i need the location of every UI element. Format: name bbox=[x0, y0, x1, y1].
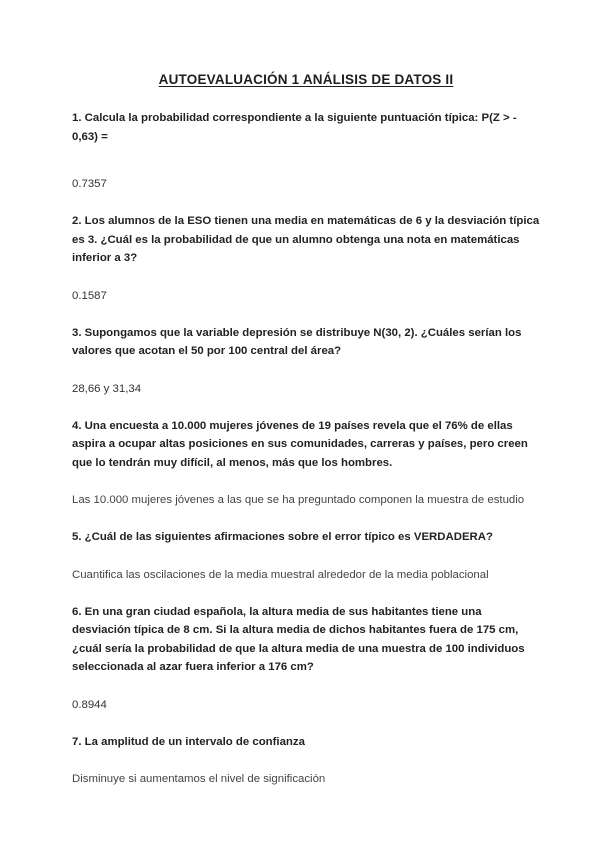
answer-7: Disminuye si aumentamos el nivel de significación bbox=[72, 773, 326, 785]
question-1: 1. Calcula la probabilidad correspondiente a la siguiente puntuación típica: P(Z > - 0,63) = bbox=[72, 112, 517, 143]
answer-3: 28,66 y 31,34 bbox=[72, 382, 142, 395]
question-5: 5. ¿Cuál de las siguientes afirmaciones sobre el error típico es VERDADERA? bbox=[72, 531, 493, 543]
page-title: AUTOEVALUACIÓN 1 ANÁLISIS DE DATOS II bbox=[158, 72, 454, 87]
answer-5: Cuantifica las oscilaciones de la media muestral alrededor de la media poblacional bbox=[72, 568, 489, 581]
question-7: 7. La amplitud de un intervalo de confianza bbox=[72, 735, 305, 748]
question-4: 4. Una encuesta a 10.000 mujeres jóvenes de 19 países revela que el 76% de ellas aspira a ocupar altas posiciones en sus comunidades, carreras y países, pero creen que lo tendrán muy difícil, al menos, más que los hombres. bbox=[72, 419, 528, 469]
answer-4: Las 10.000 mujeres jóvenes a las que se ha preguntado componen la muestra de estudio bbox=[72, 494, 525, 506]
answer-1: 0.7357 bbox=[72, 178, 107, 190]
question-6: 6. En una gran ciudad española, la altura media de sus habitantes tiene una desviación típica de 8 cm. Si la altura media de dichos habitantes fuera de 175 cm, ¿cuál sería la probabilidad de que la altura media de una muestra de 100 individuos seleccionada al azar fuera inferior a 176 cm? bbox=[72, 605, 525, 673]
answer-6: 0.8944 bbox=[72, 698, 107, 711]
question-2: 2. Los alumnos de la ESO tienen una media en matemáticas de 6 y la desviación típica es 3. ¿Cuál es la probabilidad de que un alumno obtenga una nota en matemáticas inferior a 3? bbox=[72, 215, 540, 264]
answer-2: 0.1587 bbox=[72, 289, 107, 302]
question-3: 3. Supongamos que la variable depresión se distribuye N(30, 2). ¿Cuáles serían los valores que acotan el 50 por 100 central del área? bbox=[72, 326, 522, 357]
